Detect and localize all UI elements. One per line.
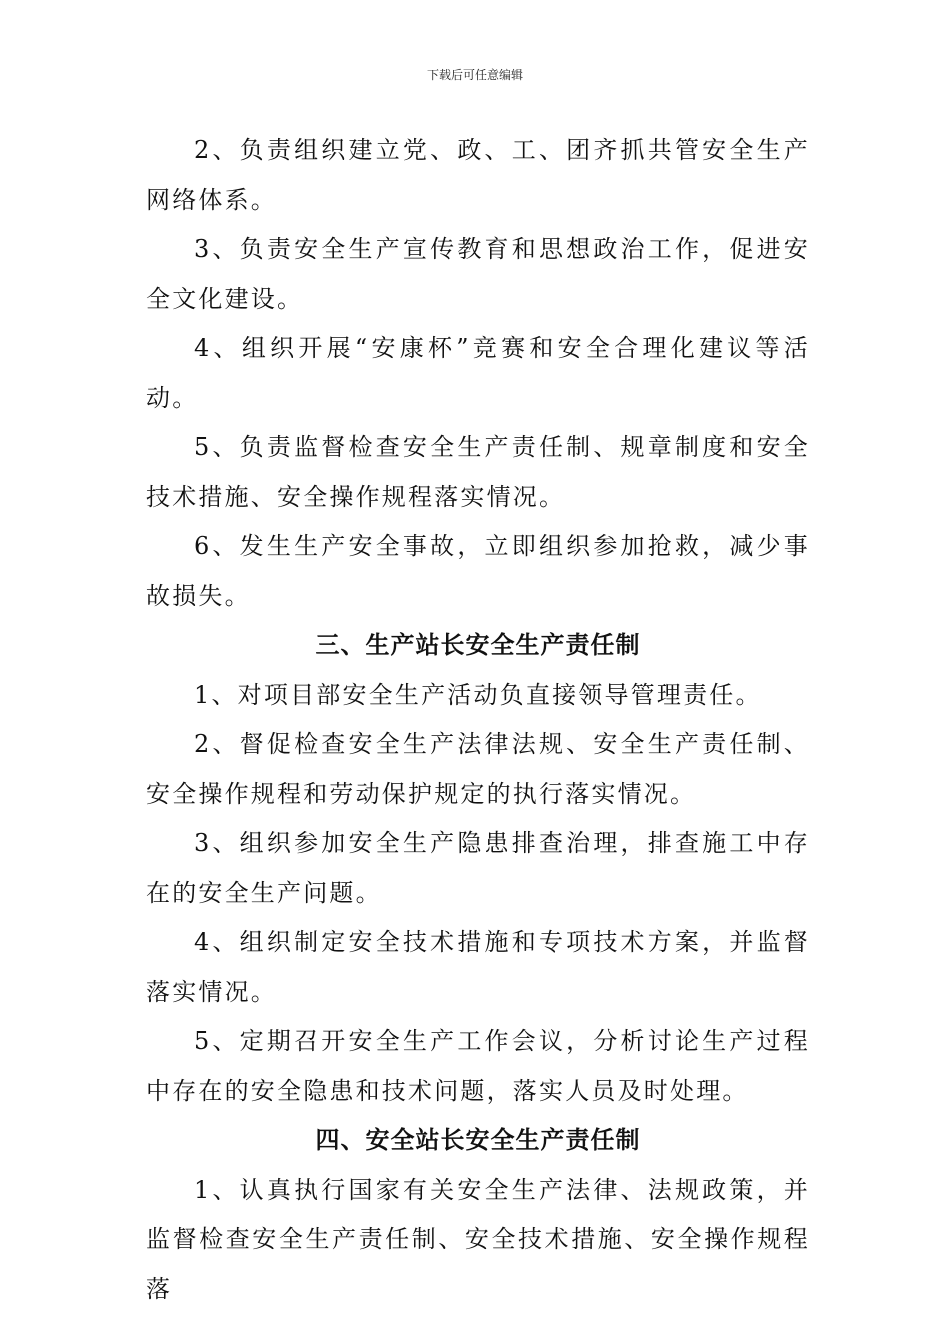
section-heading-production-director: 三、生产站长安全生产责任制 xyxy=(315,631,641,659)
paragraph-item-1-leadership: 1、对项目部安全生产活动负直接领导管理责任。 xyxy=(194,680,762,709)
paragraph-item-5-meetings: 5、定期召开安全生产工作会议，分析讨论生产过程中存在的安全隐患和技术问题，落实人员及时处理。 xyxy=(146,1027,810,1105)
paragraph-item-5-supervision: 5、负责监督检查安全生产责任制、规章制度和安全技术措施、安全操作规程落实情况。 xyxy=(146,433,810,511)
paragraph-item-6-accident: 6、发生生产安全事故，立即组织参加抢救，减少事故损失。 xyxy=(146,532,810,610)
page-header-note: 下载后可任意编辑 xyxy=(426,68,523,82)
document-body xyxy=(146,126,810,1314)
paragraph-item-3-education: 3、负责安全生产宣传教育和思想政治工作，促进安全文化建设。 xyxy=(146,235,810,313)
section-heading-safety-director: 四、安全站长安全生产责任制 xyxy=(315,1126,641,1154)
paragraph-item-3-hazard: 3、组织参加安全生产隐患排查治理，排查施工中存在的安全生产问题。 xyxy=(146,829,810,907)
paragraph-item-2-network: 2、负责组织建立党、政、工、团齐抓共管安全生产网络体系。 xyxy=(146,136,810,214)
paragraph-item-4-activities: 4、组织开展“安康杯”竞赛和安全合理化建议等活动。 xyxy=(146,334,810,412)
paragraph-item-4-measures: 4、组织制定安全技术措施和专项技术方案，并监督落实情况。 xyxy=(146,928,810,1006)
paragraph-item-1-laws: 1、认真执行国家有关安全生产法律、法规政策，并监督检查安全生产责任制、安全技术措施、安全操作规程落 xyxy=(146,1175,810,1303)
paragraph-item-2-inspection: 2、督促检查安全生产法律法规、安全生产责任制、安全操作规程和劳动保护规定的执行落实情况。 xyxy=(146,730,810,808)
